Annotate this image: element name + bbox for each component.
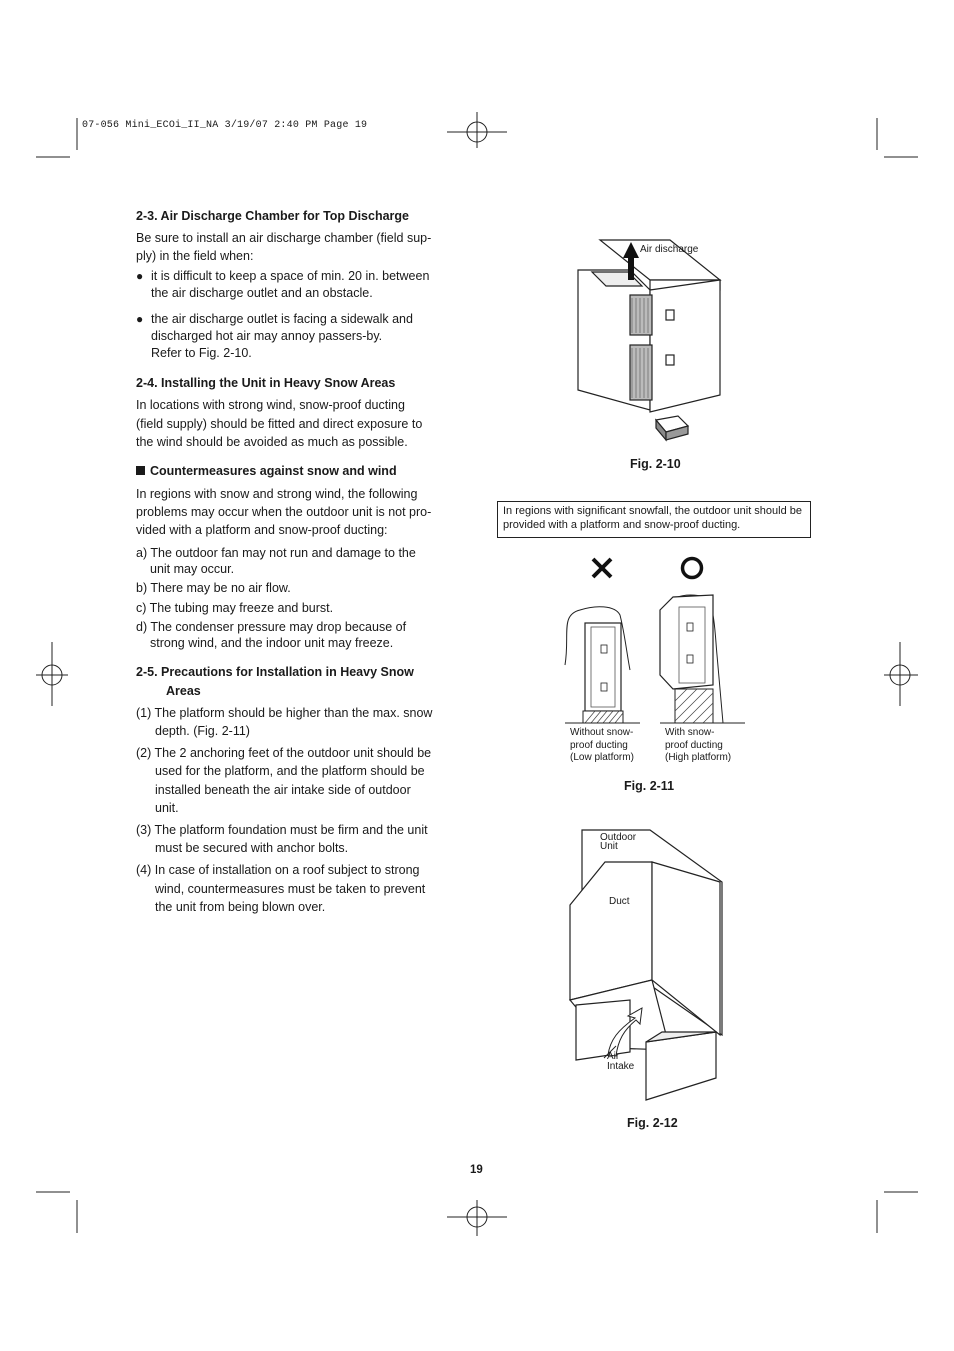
fig-2-12-illustration: [560, 820, 730, 1105]
section-2-4-line3: the wind should be avoided as much as possible.: [136, 435, 408, 449]
bullet-icon: ●: [136, 312, 144, 326]
countermeasures-line3: vided with a platform and snow-proof ducting:: [136, 523, 388, 537]
item2-line4: unit.: [155, 801, 179, 815]
fig-2-12-air-label-line1: Air: [607, 1051, 620, 1062]
item1-line2: depth. (Fig. 2-11): [155, 724, 250, 738]
item2-line3: installed beneath the air intake side of outdoor: [155, 783, 411, 797]
item3-line1: (3) The platform foundation must be firm and the unit: [136, 823, 428, 837]
fig-2-12-outdoor-label-line2: Unit: [600, 841, 618, 852]
section-2-5-title-line1: 2-5. Precautions for Installation in Heavy Snow: [136, 665, 414, 679]
countermeasures-line2: problems may occur when the outdoor unit is not pro-: [136, 505, 432, 519]
problem-b: b) There may be no air flow.: [136, 581, 291, 595]
item3-line2: must be secured with anchor bolts.: [155, 841, 349, 855]
countermeasures-heading: Countermeasures against snow and wind: [150, 464, 397, 478]
page-number: 19: [470, 1164, 483, 1176]
fig-2-12-air-label-line2: Intake: [607, 1061, 635, 1072]
section-2-4-line1: In locations with strong wind, snow-proof ducting: [136, 398, 405, 412]
bullet1-line1: it is difficult to keep a space of min. 20 in. between: [151, 269, 430, 283]
fig-2-12-caption: Fig. 2-12: [627, 1116, 678, 1130]
bullet-icon: ●: [136, 269, 144, 283]
item2-line1: (2) The 2 anchoring feet of the outdoor unit should be: [136, 746, 432, 760]
correct-o-icon: [683, 559, 702, 578]
section-2-4-title: 2-4. Installing the Unit in Heavy Snow Areas: [136, 376, 396, 390]
section-2-3-intro-line1: Be sure to install an air discharge chamber (field sup-: [136, 231, 432, 245]
fig-2-11-caption: Fig. 2-11: [624, 779, 675, 793]
bullet2-line1: the air discharge outlet is facing a sidewalk and: [151, 312, 413, 326]
problem-d-line1: d) The condenser pressure may drop because of: [136, 620, 407, 634]
fig-2-11-left-label-line2: proof ducting: [570, 740, 628, 751]
item4-line1: (4) In case of installation on a roof subject to strong: [136, 863, 420, 877]
section-2-3-intro-line2: ply) in the field when:: [136, 249, 254, 263]
section-2-3-title: 2-3. Air Discharge Chamber for Top Discharge: [136, 209, 409, 223]
item1-line1: (1) The platform should be higher than the max. snow: [136, 706, 433, 720]
fig-2-11-left-label-line1: Without snow-: [570, 727, 634, 738]
problem-a-line1: a) The outdoor fan may not run and damage to the: [136, 546, 416, 560]
fig-2-12-outdoor-label-line1: Outdoor: [600, 832, 637, 843]
fig-2-11-right-label-line1: With snow-: [665, 727, 715, 738]
bullet1-line2: the air discharge outlet and an obstacle.: [151, 286, 373, 300]
item2-line2: used for the platform, and the platform should be: [155, 764, 425, 778]
section-2-4-line2: (field supply) should be fitted and direct exposure to: [136, 417, 423, 431]
incorrect-x-icon: [593, 559, 611, 577]
problem-d-line2: strong wind, and the indoor unit may freeze.: [150, 636, 394, 650]
problem-a-line2: unit may occur.: [150, 562, 235, 576]
problem-c: c) The tubing may freeze and burst.: [136, 601, 334, 615]
fig-2-11-right-label-line2: proof ducting: [665, 740, 723, 751]
snowfall-note-box: In regions with significant snowfall, the outdoor unit should be provided with a platform and snow-proof ducting.: [497, 501, 811, 538]
bullet2-line2: discharged hot air may annoy passers-by.: [151, 329, 383, 343]
fig-2-10-illustration: [570, 230, 730, 445]
item4-line3: the unit from being blown over.: [155, 900, 326, 914]
fig-2-12-duct-label: Duct: [609, 896, 630, 907]
fig-2-11-right-label-line3: (High platform): [665, 752, 732, 763]
countermeasures-line1: In regions with snow and strong wind, the following: [136, 487, 418, 501]
bullet2-line3: Refer to Fig. 2-10.: [151, 346, 252, 360]
fig-2-11-left-label-line3: (Low platform): [570, 752, 634, 763]
fig-2-10-caption: Fig. 2-10: [630, 457, 681, 471]
section-2-5-title-line2: Areas: [166, 684, 201, 698]
square-bullet-icon: [136, 466, 145, 475]
item4-line2: wind, countermeasures must be taken to prevent: [155, 882, 426, 896]
print-slug: 07-056 Mini_ECOi_II_NA 3/19/07 2:40 PM Page 19: [82, 120, 368, 131]
fig-2-10-air-discharge-label: Air discharge: [640, 244, 699, 255]
fig-2-11-illustration: [555, 555, 755, 730]
